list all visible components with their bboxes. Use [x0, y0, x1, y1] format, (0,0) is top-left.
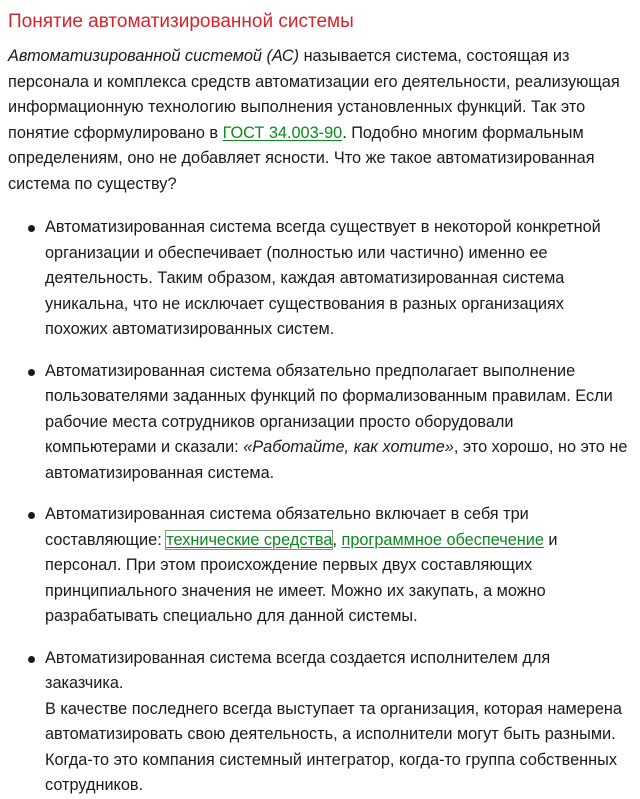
hardware-link[interactable]: технические средства — [166, 530, 333, 549]
quote-text: «Работайте, как хотите» — [243, 438, 454, 456]
list-item — [8, 359, 632, 487]
bullet-icon — [28, 369, 35, 376]
list-item-text: Автоматизированная система всегда создается исполнителем для заказчика. — [45, 648, 551, 692]
intro-paragraph — [8, 44, 632, 197]
separator-text: , — [332, 530, 342, 549]
list-item-text: , это хорошо, но это не автоматизированная система. — [45, 438, 628, 482]
bullet-icon — [28, 512, 35, 519]
list-item — [8, 502, 632, 630]
list-item-text: Автоматизированная система обязательно включает в себя три составляющие: — [45, 505, 529, 549]
feature-list — [8, 215, 632, 799]
list-item-text: Автоматизированная система всегда существует в некоторой конкретной организации и обеспечивает (полностью или частично) именно ее деятельность. Таким образом, каждая автоматизированная система уникальна, что не исключает существования в разных организациях похожих автоматизированных систем. — [45, 218, 601, 338]
list-item — [8, 646, 632, 799]
intro-term: Автоматизированной системой (АС) — [8, 47, 300, 65]
list-item-text: и персонал. При этом происхождение первых двух составляющих принципиального значения не имеет. Можно их закупать, а можно разрабатывать специально для данной системы. — [45, 530, 558, 625]
intro-text-1: называется система, состоящая из персонала и комплекса средств автоматизации его деятельности, реализующая информационную технологию выполнения установленных функций. Так это понятие сформулировано в — [8, 47, 620, 142]
intro-text-2: . Подобно многим формальным определениям, оно не добавляет ясности. Что же такое автоматизированная система по существу? — [8, 123, 595, 193]
list-item-text: Автоматизированная система обязательно предполагает выполнение пользователями заданных функций по формализованным правилам. Если рабочие места сотрудников организации просто оборудовали компьютерами и сказали: — [45, 361, 613, 456]
bullet-icon — [28, 656, 35, 663]
list-item-text: В качестве последнего всегда выступает та организация, которая намерена автоматизировать свою деятельность, а исполнители могут быть разными. Когда-то это компания системный интегратор, когда-то группа собственных сотрудников. — [45, 699, 622, 794]
bullet-icon — [28, 225, 35, 232]
gost-link[interactable]: ГОСТ 34.003-90 — [222, 123, 343, 142]
list-item — [8, 215, 632, 343]
page-title: Понятие автоматизированной системы — [8, 11, 354, 32]
software-link[interactable]: программное обеспечение — [341, 530, 544, 549]
